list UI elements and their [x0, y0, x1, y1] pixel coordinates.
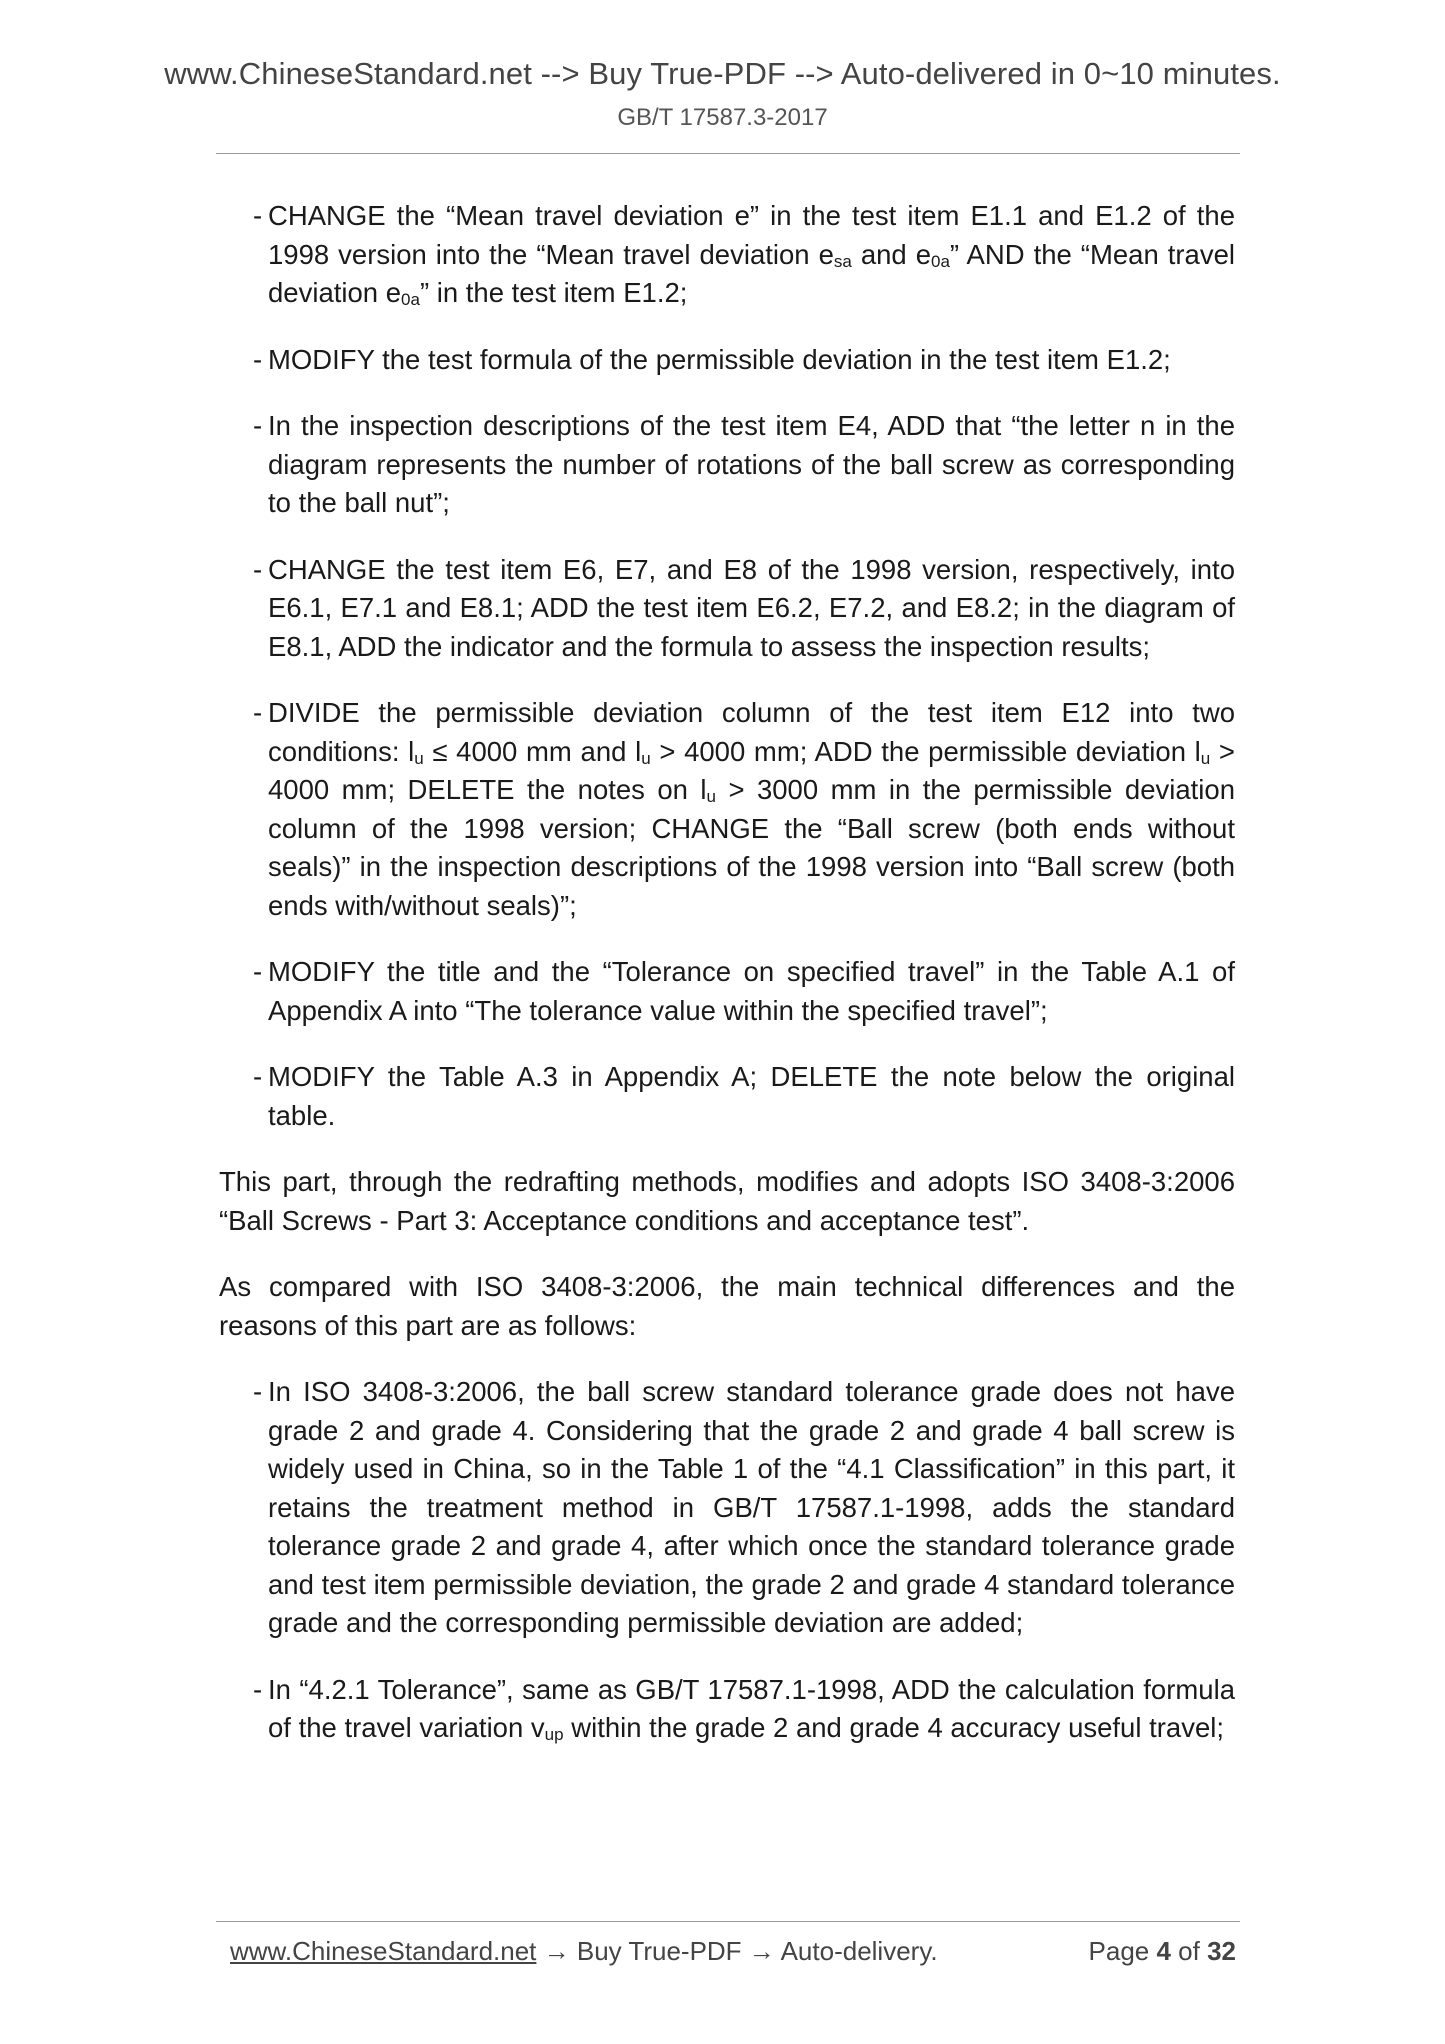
header-url-line: www.ChineseStandard.net --> Buy True-PDF --> Auto-delivered in 0~10 minutes.: [164, 56, 1281, 91]
item-text: MODIFY the Table A.3 in Appendix A; DELETE the note below the original table.: [268, 1061, 1235, 1131]
subscript: u: [706, 787, 716, 806]
paragraph: This part, through the redrafting methods, modifies and adopts ISO 3408-3:2006 “Ball Screws - Part 3: Acceptance conditions and acceptance test”.: [219, 1166, 1235, 1236]
subscript: u: [1200, 748, 1211, 768]
arrow-icon: →: [741, 1936, 781, 1966]
total-pages: 32: [1207, 1936, 1236, 1966]
bullet-dash: -: [253, 1376, 263, 1407]
of-label: of: [1170, 1936, 1208, 1966]
item-text: In ISO 3408-3:2006, the ball screw standard tolerance grade does not have grade 2 and grade 4. Considering that the grade 2 and grade 4 ball screw is widely used in China, so in the Table 1 of the “4.1 Classification” in this part, it retains the treatment method in GB/T 17587.1-1998, adds the standard tolerance grade 2 and grade 4, after which once the standard tolerance grade and test item permissible deviation, the grade 2 and grade 4 standard tolerance grade and the corresponding permissible deviation are added;: [268, 1376, 1235, 1638]
item-text: DIVIDE the permissible deviation column of the test item E12 into two conditions: l: [268, 697, 1235, 767]
subscript: u: [414, 748, 424, 768]
document-code: GB/T 17587.3-2017: [617, 104, 828, 131]
list-item: [219, 551, 1235, 667]
header-divider: [216, 153, 1240, 154]
page-content: [219, 197, 1235, 1776]
list-item: [219, 1058, 1235, 1135]
current-page: 4: [1156, 1936, 1171, 1966]
bullet-dash: -: [253, 1061, 263, 1092]
footer-divider: [216, 1921, 1240, 1922]
footer-buy-text: Buy True-PDF: [576, 1936, 742, 1966]
item-text: and e: [851, 238, 931, 270]
list-item: [219, 1671, 1235, 1748]
item-text: MODIFY the test formula of the permissible deviation in the test item E1.2;: [268, 343, 1171, 375]
subscript: 0a: [931, 251, 950, 271]
item-text: MODIFY the title and the “Tolerance on specified travel” in the Table A.1 of Appendix A into “The tolerance value within the specified travel”;: [268, 956, 1235, 1026]
bullet-dash: -: [253, 1673, 263, 1705]
bullet-dash: -: [253, 697, 263, 728]
page-number: [1089, 1936, 1236, 1967]
bullet-dash: -: [253, 343, 263, 375]
item-text: within the grade 2 and grade 4 accuracy useful travel;: [563, 1712, 1224, 1743]
page-label: Page: [1088, 1936, 1157, 1966]
subscript: 0a: [401, 290, 420, 309]
list-item: [219, 694, 1235, 925]
item-text: In the inspection descriptions of the test item E4, ADD that “the letter n in the diagram represents the number of rotations of the ball screw as corresponding to the ball nut”;: [268, 410, 1235, 518]
list-item: [219, 1373, 1235, 1643]
item-text: CHANGE the “Mean travel deviation e” in the test item E1.1 and E1.2 of the 1998 version into the “Mean travel deviation e: [268, 200, 1235, 270]
list-item: [219, 197, 1235, 313]
paragraph: As compared with ISO 3408-3:2006, the main technical differences and the reasons of this part are as follows:: [219, 1271, 1235, 1341]
item-text: > 4000 mm; ADD the permissible deviation l: [650, 735, 1201, 767]
subscript: up: [544, 1725, 564, 1744]
item-text: > 4000 mm; DELETE the notes on l: [268, 735, 1235, 805]
bullet-dash: -: [253, 956, 263, 987]
footer-delivery-text: Auto-delivery.: [780, 1936, 938, 1966]
bullet-dash: -: [253, 553, 263, 585]
bullet-dash: -: [253, 200, 263, 231]
arrow-icon: →: [536, 1936, 577, 1966]
item-text: CHANGE the test item E6, E7, and E8 of the 1998 version, respectively, into E6.1, E7.1 and E8.1; ADD the test item E6.2, E7.2, and E8.2; in the diagram of E8.1, ADD the indicator and the formula to assess the inspection results;: [268, 553, 1235, 662]
page-footer: [230, 1936, 1236, 1967]
subscript: sa: [833, 251, 852, 271]
list-item: [219, 953, 1235, 1030]
list-item: [219, 341, 1235, 380]
item-text: ≤ 4000 mm and l: [423, 735, 642, 767]
item-text: In “4.2.1 Tolerance”, same as GB/T 17587.1-1998, ADD the calculation formula of the travel variation v: [268, 1673, 1235, 1743]
subscript: u: [641, 748, 651, 768]
bullet-dash: -: [253, 410, 263, 441]
list-item: [219, 407, 1235, 523]
item-text: > 3000 mm in the permissible deviation column of the 1998 version; CHANGE the “Ball screw (both ends without seals)” in the inspection descriptions of the 1998 version into “Ball screw (both ends with/without seals)”;: [268, 774, 1235, 921]
item-text: ” AND the “Mean travel deviation e: [268, 238, 1235, 308]
item-text: ” in the test item E1.2;: [419, 277, 688, 308]
footer-site-link[interactable]: www.ChineseStandard.net: [230, 1936, 537, 1966]
